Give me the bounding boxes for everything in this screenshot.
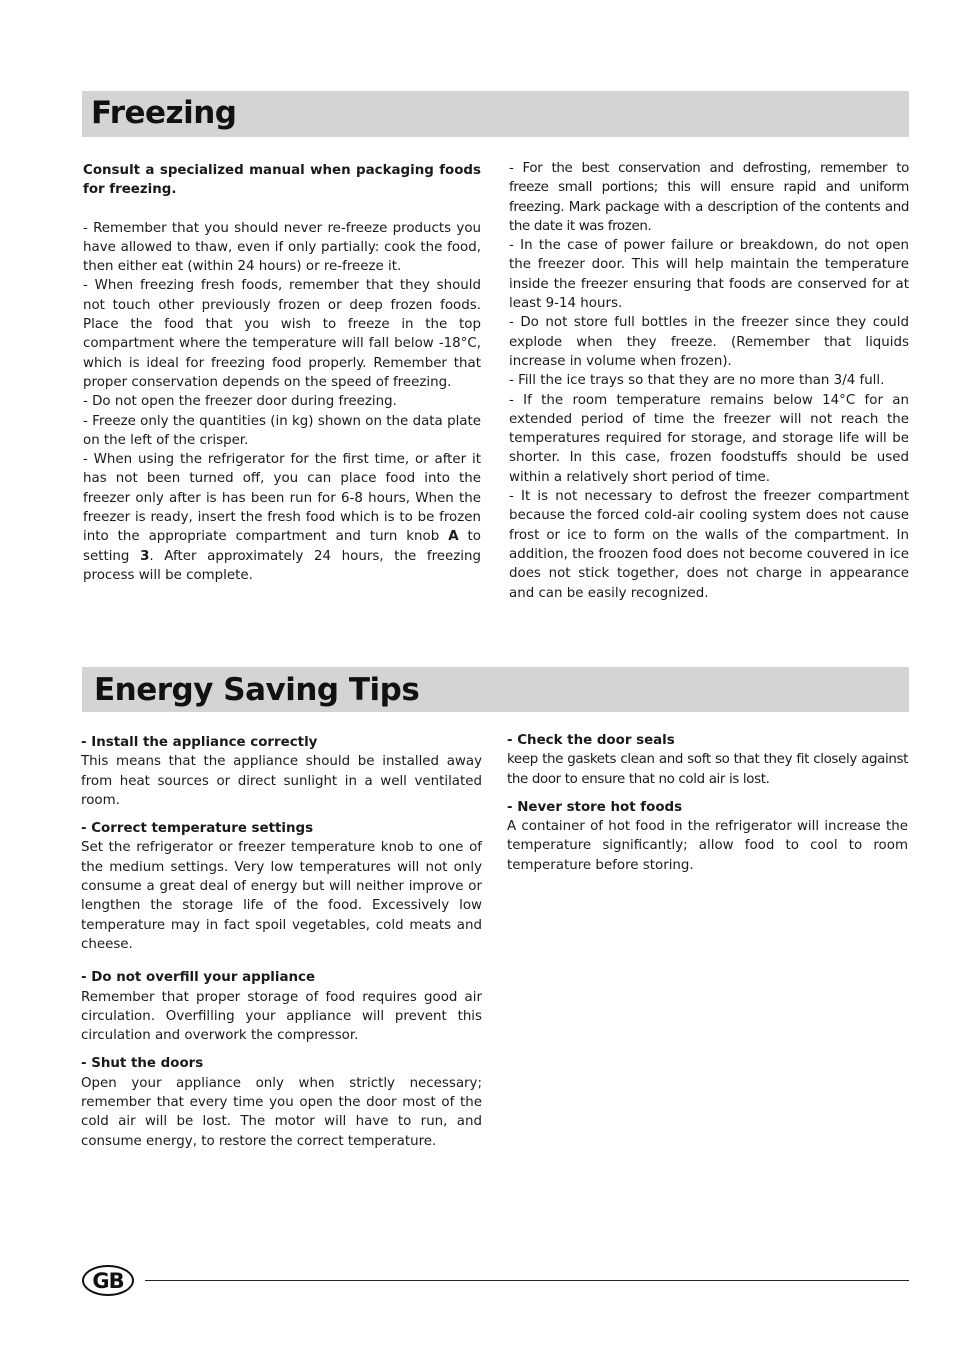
tip-item: [81, 1054, 482, 1150]
freezing-paragraph: - Do not open the freezer door during freezing.: [83, 394, 397, 410]
tip-heading: - Do not overfill your appliance: [81, 970, 316, 986]
tip-heading: - Never store hot foods: [507, 799, 683, 815]
tip-item: [81, 733, 482, 810]
freezing-paragraph: - Fill the ice trays so that they are no more than 3/4 full.: [509, 373, 885, 389]
tip-body: keep the gaskets clean and soft so that they fit closely against the door to ensure that no cold air is lost.: [507, 752, 908, 787]
tip-body: This means that the appliance should be installed away from heat sources or direct sunlight in a well ventilated room.: [81, 754, 482, 808]
tip-item: [507, 798, 908, 875]
tip-heading: - Check the door seals: [507, 733, 675, 748]
freezing-paragraph: - It is not necessary to defrost the freezer compartment because the forced cold-air cooling system does not cause frost or ice to form on the walls of the compartment. In addition, the froozen food does not become couvered in ice does not stick together, does not charge in appearance and can be easily recognized.: [509, 489, 909, 601]
tip-item: [81, 819, 482, 954]
first-use-text: - When using the refrigerator for the first time, or after it has not been turned off, you can place food into the freezer only after is has been run for 6-8 hours, When the freezer is ready, insert the fresh food which is to be frozen into the appropriate compartment and turn knob: [83, 452, 481, 545]
footer-divider: [145, 1280, 909, 1281]
tip-item: [507, 731, 908, 789]
freezing-paragraph: - In the case of power failure or breakdown, do not open the freezer door. This will help maintain the temperature inside the freezer ensuring that foods are conserved for at least 9-14 hours.: [509, 238, 909, 312]
freezing-paragraph: - Freeze only the quantities (in kg) shown on the data plate on the left of the crisper.: [83, 413, 481, 448]
freezing-paragraph: - Do not store full bottles in the freezer since they could explode when they freeze. (Remember that liquids increase in volume when frozen).: [509, 315, 909, 369]
freezing-left-column: [83, 161, 481, 585]
energy-left-column: [81, 733, 482, 1160]
freezing-paragraph: - When freezing fresh foods, remember that they should not touch other previously frozen or deep frozen foods. Place the food that you wish to freeze in the top compartment where the temperature will fall below -18°C, which is ideal for freezing food properly. Remember that proper conservation depends on the speed of freezing.: [83, 278, 481, 390]
freezing-header-bar: [82, 91, 909, 137]
freezing-paragraph: - If the room temperature remains below 14°C for an extended period of time the freezer will not reach the temperatures required for storage, and storage life will be shorter. In this case, frozen foodstuffs should be used within a relatively short period of time.: [509, 392, 909, 485]
tip-body: Open your appliance only when strictly necessary; remember that every time you open the door most of the cold air will be lost. The motor will have to run, and consume energy, to restore the correct temperature.: [81, 1075, 482, 1149]
tip-body: A container of hot food in the refrigerator will increase the temperature significantly; allow food to cool to room temperature before storing.: [507, 819, 908, 873]
tip-item: [81, 968, 482, 1045]
freezing-paragraph: - Remember that you should never re-freeze products you have allowed to thaw, even if only partially: cook the food, then either eat (within 24 hours) or re-freeze it.: [83, 220, 481, 275]
setting-label: 3: [140, 548, 150, 564]
energy-title: Energy Saving Tips: [94, 672, 420, 708]
first-use-text: to setting: [83, 529, 481, 564]
tip-heading: - Correct temperature settings: [81, 821, 314, 837]
tip-body: Remember that proper storage of food requires good air circulation. Overfilling your appliance will prevent this circulation and overwork the compressor.: [81, 989, 482, 1044]
freezing-intro: Consult a specialized manual when packaging foods for freezing.: [83, 163, 481, 198]
freezing-first-use-paragraph: [83, 450, 481, 585]
tip-heading: - Shut the doors: [81, 1056, 204, 1072]
energy-header-bar: [82, 667, 909, 712]
tip-body: Set the refrigerator or freezer temperature knob to one of the medium settings. Very low temperatures will not only consume a great deal of energy but will neither improve or lengthen the storage life of the food. Excessively low temperature may in fact spoil vegetables, cold meats and cheese.: [81, 840, 482, 952]
knob-label: A: [448, 529, 459, 545]
language-badge-gb: GB: [82, 1265, 134, 1296]
freezing-title: Freezing: [91, 95, 237, 131]
tip-heading: - Install the appliance correctly: [81, 735, 318, 750]
energy-right-column: [507, 731, 908, 884]
freezing-right-column: [509, 159, 909, 603]
first-use-text: . After approximately 24 hours, the freezing process will be complete.: [83, 548, 481, 583]
freezing-paragraph: - For the best conservation and defrosting, remember to freeze small portions; this will ensure rapid and uniform freezing. Mark package with a description of the contents and the date it was frozen.: [509, 161, 909, 234]
